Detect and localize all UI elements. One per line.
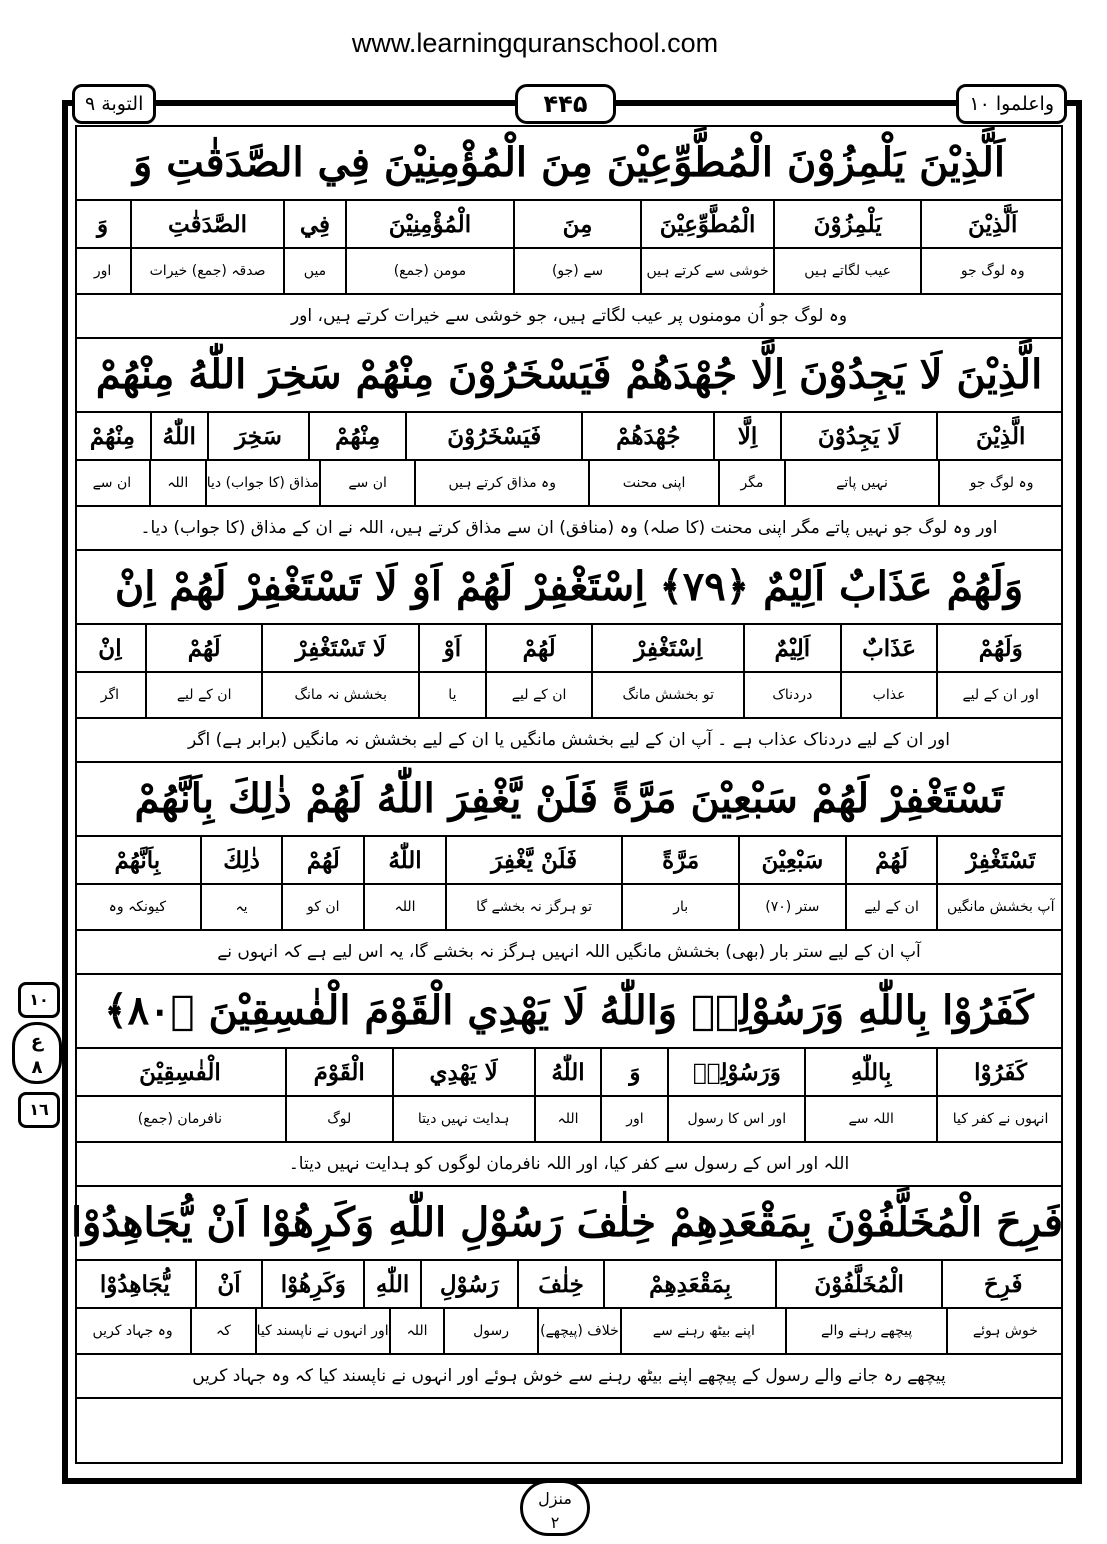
word-cell: مَرَّةً: [621, 837, 738, 883]
verse-block: [75, 339, 1063, 551]
translation-line: وہ لوگ جو اُن مومنوں پر عیب لگاتے ہیں، جو خوشی سے خیرات کرتے ہیں، اور: [290, 306, 848, 326]
word-cell: سَخِرَ: [207, 413, 309, 459]
ayah-line: وَلَهُمْ عَذَابٌ اَلِيْمٌ ﴿٧٩﴾ اِسْتَغْفِرْ لَهُمْ اَوْ لَا تَسْتَغْفِرْ لَهُمْ اِنْ: [75, 551, 1063, 625]
verse-blocks: [70, 127, 1063, 1399]
word-cell: اللّٰهُ: [363, 837, 445, 883]
word-cell: لَا تَسْتَغْفِرْ: [261, 625, 418, 671]
meaning-cell: مگر: [718, 461, 784, 505]
translation-line: پیچھے رہ جانے والے رسول کے پیچھے اپنے بیٹھ رہنے سے خوش ہوئے اور انہوں نے ناپسند کیا کہ وہ جہاد کریں: [192, 1366, 946, 1386]
word-cell: مِنْهُمْ: [89, 422, 135, 450]
page-number: ۴۴۵: [515, 84, 616, 124]
word-cell: الْمُؤْمِنِيْنَ: [345, 201, 513, 247]
word-cell: وَ: [97, 210, 109, 238]
word-cell: جُهْدَهُمْ: [581, 413, 713, 459]
word-cell: لَهُمْ: [845, 837, 937, 883]
word-cell: فَرِحَ: [941, 1261, 1063, 1307]
word-cell: لَا يَهْدِي: [392, 1049, 534, 1095]
meaning-cell: ہدایت نہیں دیتا: [392, 1097, 534, 1141]
word-cell: تَسْتَغْفِرْ: [936, 837, 1063, 883]
word-cell: بِمَقْعَدِهِمْ: [603, 1261, 774, 1307]
meaning-cell: خوش ہوئے: [946, 1309, 1063, 1353]
website-url[interactable]: www.learningquranschool.com: [351, 28, 719, 58]
ayah-line: اَلَّذِيْنَ يَلْمِزُوْنَ الْمُطَّوِّعِيْنَ مِنَ الْمُؤْمِنِيْنَ فِي الصَّدَقٰتِ وَ: [75, 127, 1063, 201]
word-cell: وَ: [600, 1049, 667, 1095]
meaning-row: [75, 885, 1063, 931]
meaning-cell: وہ جہاد کریں: [92, 1323, 173, 1339]
verse-block: [75, 763, 1063, 975]
ayah-line: تَسْتَغْفِرْ لَهُمْ سَبْعِيْنَ مَرَّةً فَلَنْ يَّغْفِرَ اللّٰهُ لَهُمْ ذٰلِكَ بِاَنَّهُمْ: [75, 763, 1063, 837]
meaning-cell: بخشش نہ مانگ: [261, 673, 418, 717]
meaning-cell: کہ: [190, 1309, 254, 1353]
meaning-cell: وہ مذاق کرتے ہیں: [414, 461, 588, 505]
meaning-cell: ان سے: [319, 461, 414, 505]
word-row: [75, 201, 1063, 249]
meaning-cell: نافرمان (جمع): [137, 1111, 222, 1127]
meaning-cell: تو ہرگز نہ بخشے گا: [445, 885, 621, 929]
translation-line: آپ ان کے لیے ستر بار (بھی) بخشش مانگیں اللہ انہیں ہرگز نہ بخشے گا، یہ اس لیے ہے کہ انہوں نے: [217, 942, 921, 962]
word-row: [75, 413, 1063, 461]
word-cell: وَلَهُمْ: [936, 625, 1063, 671]
meaning-row: [75, 461, 1063, 507]
meaning-cell: اللہ: [534, 1097, 601, 1141]
word-cell: بِاَنَّهُمْ: [114, 846, 161, 874]
word-cell: اِنْ: [98, 634, 122, 662]
word-cell: الْمُطَّوِّعِيْنَ: [640, 201, 773, 247]
meaning-cell: مومن (جمع): [345, 249, 513, 293]
meaning-cell: صدقہ (جمع) خیرات: [130, 249, 283, 293]
meaning-cell: یہ: [200, 885, 282, 929]
word-cell: خِلٰفَ: [517, 1261, 604, 1307]
meaning-cell: اور ان کے لیے: [936, 673, 1063, 717]
meaning-cell: اور: [93, 263, 112, 279]
word-cell: فَيَسْخَرُوْنَ: [405, 413, 581, 459]
word-cell: لَهُمْ: [485, 625, 592, 671]
ruku-number: ٨: [31, 1057, 43, 1078]
word-cell: يَلْمِزُوْنَ: [773, 201, 921, 247]
ruku-bottom-marker: ١٦: [18, 1092, 60, 1128]
word-cell: رَسُوْلِ: [420, 1261, 517, 1307]
meaning-cell: ان کے لیے: [485, 673, 592, 717]
verse-block: [75, 551, 1063, 763]
ayah-line: فَرِحَ الْمُخَلَّفُوْنَ بِمَقْعَدِهِمْ خِلٰفَ رَسُوْلِ اللّٰهِ وَكَرِهُوْا اَنْ يُّجَاهِدُوْا: [75, 1187, 1063, 1261]
meaning-cell: انہوں نے کفر کیا: [936, 1097, 1063, 1141]
word-cell: بِاللّٰهِ: [804, 1049, 936, 1095]
meaning-cell: بار: [621, 885, 738, 929]
word-cell: مِنْهُمْ: [308, 413, 405, 459]
meaning-cell: رسول: [443, 1309, 536, 1353]
meaning-cell: اپنے بیٹھ رہنے سے: [620, 1309, 785, 1353]
word-row: [75, 625, 1063, 673]
meaning-cell: وہ لوگ جو: [920, 249, 1063, 293]
word-cell: اَنْ: [195, 1261, 262, 1307]
word-cell: اَلَّذِيْنَ: [920, 201, 1063, 247]
word-cell: عَذَابٌ: [840, 625, 937, 671]
word-row: [75, 1049, 1063, 1097]
meaning-cell: ستر (۷۰): [738, 885, 845, 929]
word-cell: الْمُخَلَّفُوْنَ: [775, 1261, 942, 1307]
word-cell: سَبْعِيْنَ: [738, 837, 845, 883]
ruku-marker: [12, 1022, 62, 1084]
meaning-cell: اللہ: [363, 885, 445, 929]
meaning-cell: نہیں پاتے: [784, 461, 938, 505]
word-cell: لَهُمْ: [145, 625, 262, 671]
meaning-cell: لوگ: [285, 1097, 392, 1141]
meaning-cell: مذاق (کا جواب) دیا: [205, 461, 319, 505]
meaning-row: [75, 249, 1063, 295]
word-cell: اللّٰهِ: [363, 1261, 420, 1307]
meaning-cell: اللہ: [149, 461, 205, 505]
translation-line: اور وہ لوگ جو نہیں پاتے مگر اپنی محنت (کا صلہ) وہ (منافق) ان سے مذاق کرتے ہیں، اللہ نے ان کے مذاق (کا جواب) دیا۔: [140, 518, 998, 538]
meaning-cell: وہ لوگ جو: [938, 461, 1063, 505]
meaning-cell: دردناک: [743, 673, 840, 717]
meaning-cell: ان کو: [281, 885, 363, 929]
word-cell: اِلَّا: [713, 413, 780, 459]
meaning-cell: یا: [418, 673, 485, 717]
meaning-cell: تو بخشش مانگ: [591, 673, 743, 717]
meaning-cell: اللہ سے: [804, 1097, 936, 1141]
para-label: واعلموا ١٠: [956, 84, 1067, 124]
ruku-symbol: ع: [30, 1031, 44, 1052]
meaning-cell: کیونکہ وہ: [108, 899, 167, 915]
verse-block: [75, 127, 1063, 339]
word-row: [75, 1261, 1063, 1309]
word-cell: لَا يَجِدُوْنَ: [780, 413, 937, 459]
meaning-cell: آپ بخشش مانگیں: [936, 885, 1063, 929]
word-cell: اَوْ: [418, 625, 485, 671]
word-cell: الْقَوْمَ: [285, 1049, 392, 1095]
meaning-cell: ان کے لیے: [145, 673, 262, 717]
meaning-row: [75, 673, 1063, 719]
word-cell: كَفَرُوْا: [936, 1049, 1063, 1095]
translation-line: اور ان کے لیے دردناک عذاب ہے ۔ آپ ان کے لیے بخشش مانگیں یا ان کے لیے بخشش نہ مانگیں (برابر ہے) اگر: [188, 730, 950, 750]
word-cell: فَلَنْ يَّغْفِرَ: [445, 837, 621, 883]
meaning-cell: سے (جو): [513, 249, 641, 293]
verse-block: [70, 1187, 1063, 1399]
ayah-line: كَفَرُوْا بِاللّٰهِ وَرَسُوْلِهٖ وَاللّٰهُ لَا يَهْدِي الْقَوْمَ الْفٰسِقِيْنَ ﴿٨٠﴾: [75, 975, 1063, 1049]
surah-label: التوبة ٩: [72, 84, 156, 124]
meaning-cell: اپنی محنت: [588, 461, 718, 505]
manzil-label: منزل: [538, 1489, 572, 1508]
meaning-row: [75, 1097, 1063, 1143]
meaning-cell: ان کے لیے: [845, 885, 937, 929]
word-cell: مِنَ: [513, 201, 641, 247]
meaning-cell: اگر: [100, 687, 120, 703]
word-cell: لَهُمْ: [281, 837, 363, 883]
meaning-cell: عذاب: [840, 673, 937, 717]
meaning-cell: اللہ: [389, 1309, 444, 1353]
meaning-cell: میں: [283, 249, 345, 293]
word-cell: اِسْتَغْفِرْ: [591, 625, 743, 671]
verse-block: [75, 975, 1063, 1187]
word-cell: الْفٰسِقِيْنَ: [139, 1058, 221, 1086]
word-cell: ذٰلِكَ: [200, 837, 282, 883]
ruku-top-marker: ١٠: [18, 982, 60, 1018]
word-row: [75, 837, 1063, 885]
word-cell: الصَّدَقٰتِ: [130, 201, 283, 247]
meaning-cell: اور: [600, 1097, 667, 1141]
word-cell: الَّذِيْنَ: [936, 413, 1063, 459]
word-cell: اللّٰهُ: [534, 1049, 601, 1095]
meaning-cell: ان سے: [92, 475, 132, 491]
word-cell: وَرَسُوْلِهٖ: [667, 1049, 804, 1095]
meaning-row: [75, 1309, 1063, 1355]
meaning-cell: اور اس کا رسول: [667, 1097, 804, 1141]
ayah-line: الَّذِيْنَ لَا يَجِدُوْنَ اِلَّا جُهْدَهُمْ فَيَسْخَرُوْنَ مِنْهُمْ سَخِرَ اللّٰهُ مِنْهُمْ: [75, 339, 1063, 413]
meaning-cell: پیچھے رہنے والے: [785, 1309, 945, 1353]
word-cell: يُّجَاهِدُوْا: [99, 1270, 170, 1298]
meaning-cell: خوشی سے کرتے ہیں: [640, 249, 773, 293]
manzil-marker: [520, 1480, 590, 1536]
word-cell: اللّٰهُ: [150, 413, 207, 459]
word-cell: اَلِيْمٌ: [743, 625, 840, 671]
meaning-cell: خلاف (پیچھے): [537, 1309, 621, 1353]
translation-line: اللہ اور اس کے رسول سے کفر کیا، اور اللہ نافرمان لوگوں کو ہدایت نہیں دیتا۔: [288, 1154, 850, 1174]
meaning-cell: عیب لگاتے ہیں: [773, 249, 921, 293]
word-cell: فِي: [283, 201, 345, 247]
word-cell: وَكَرِهُوْا: [261, 1261, 363, 1307]
meaning-cell: اور انہوں نے ناپسند کیا: [255, 1309, 389, 1353]
manzil-number: ٢: [550, 1513, 560, 1532]
